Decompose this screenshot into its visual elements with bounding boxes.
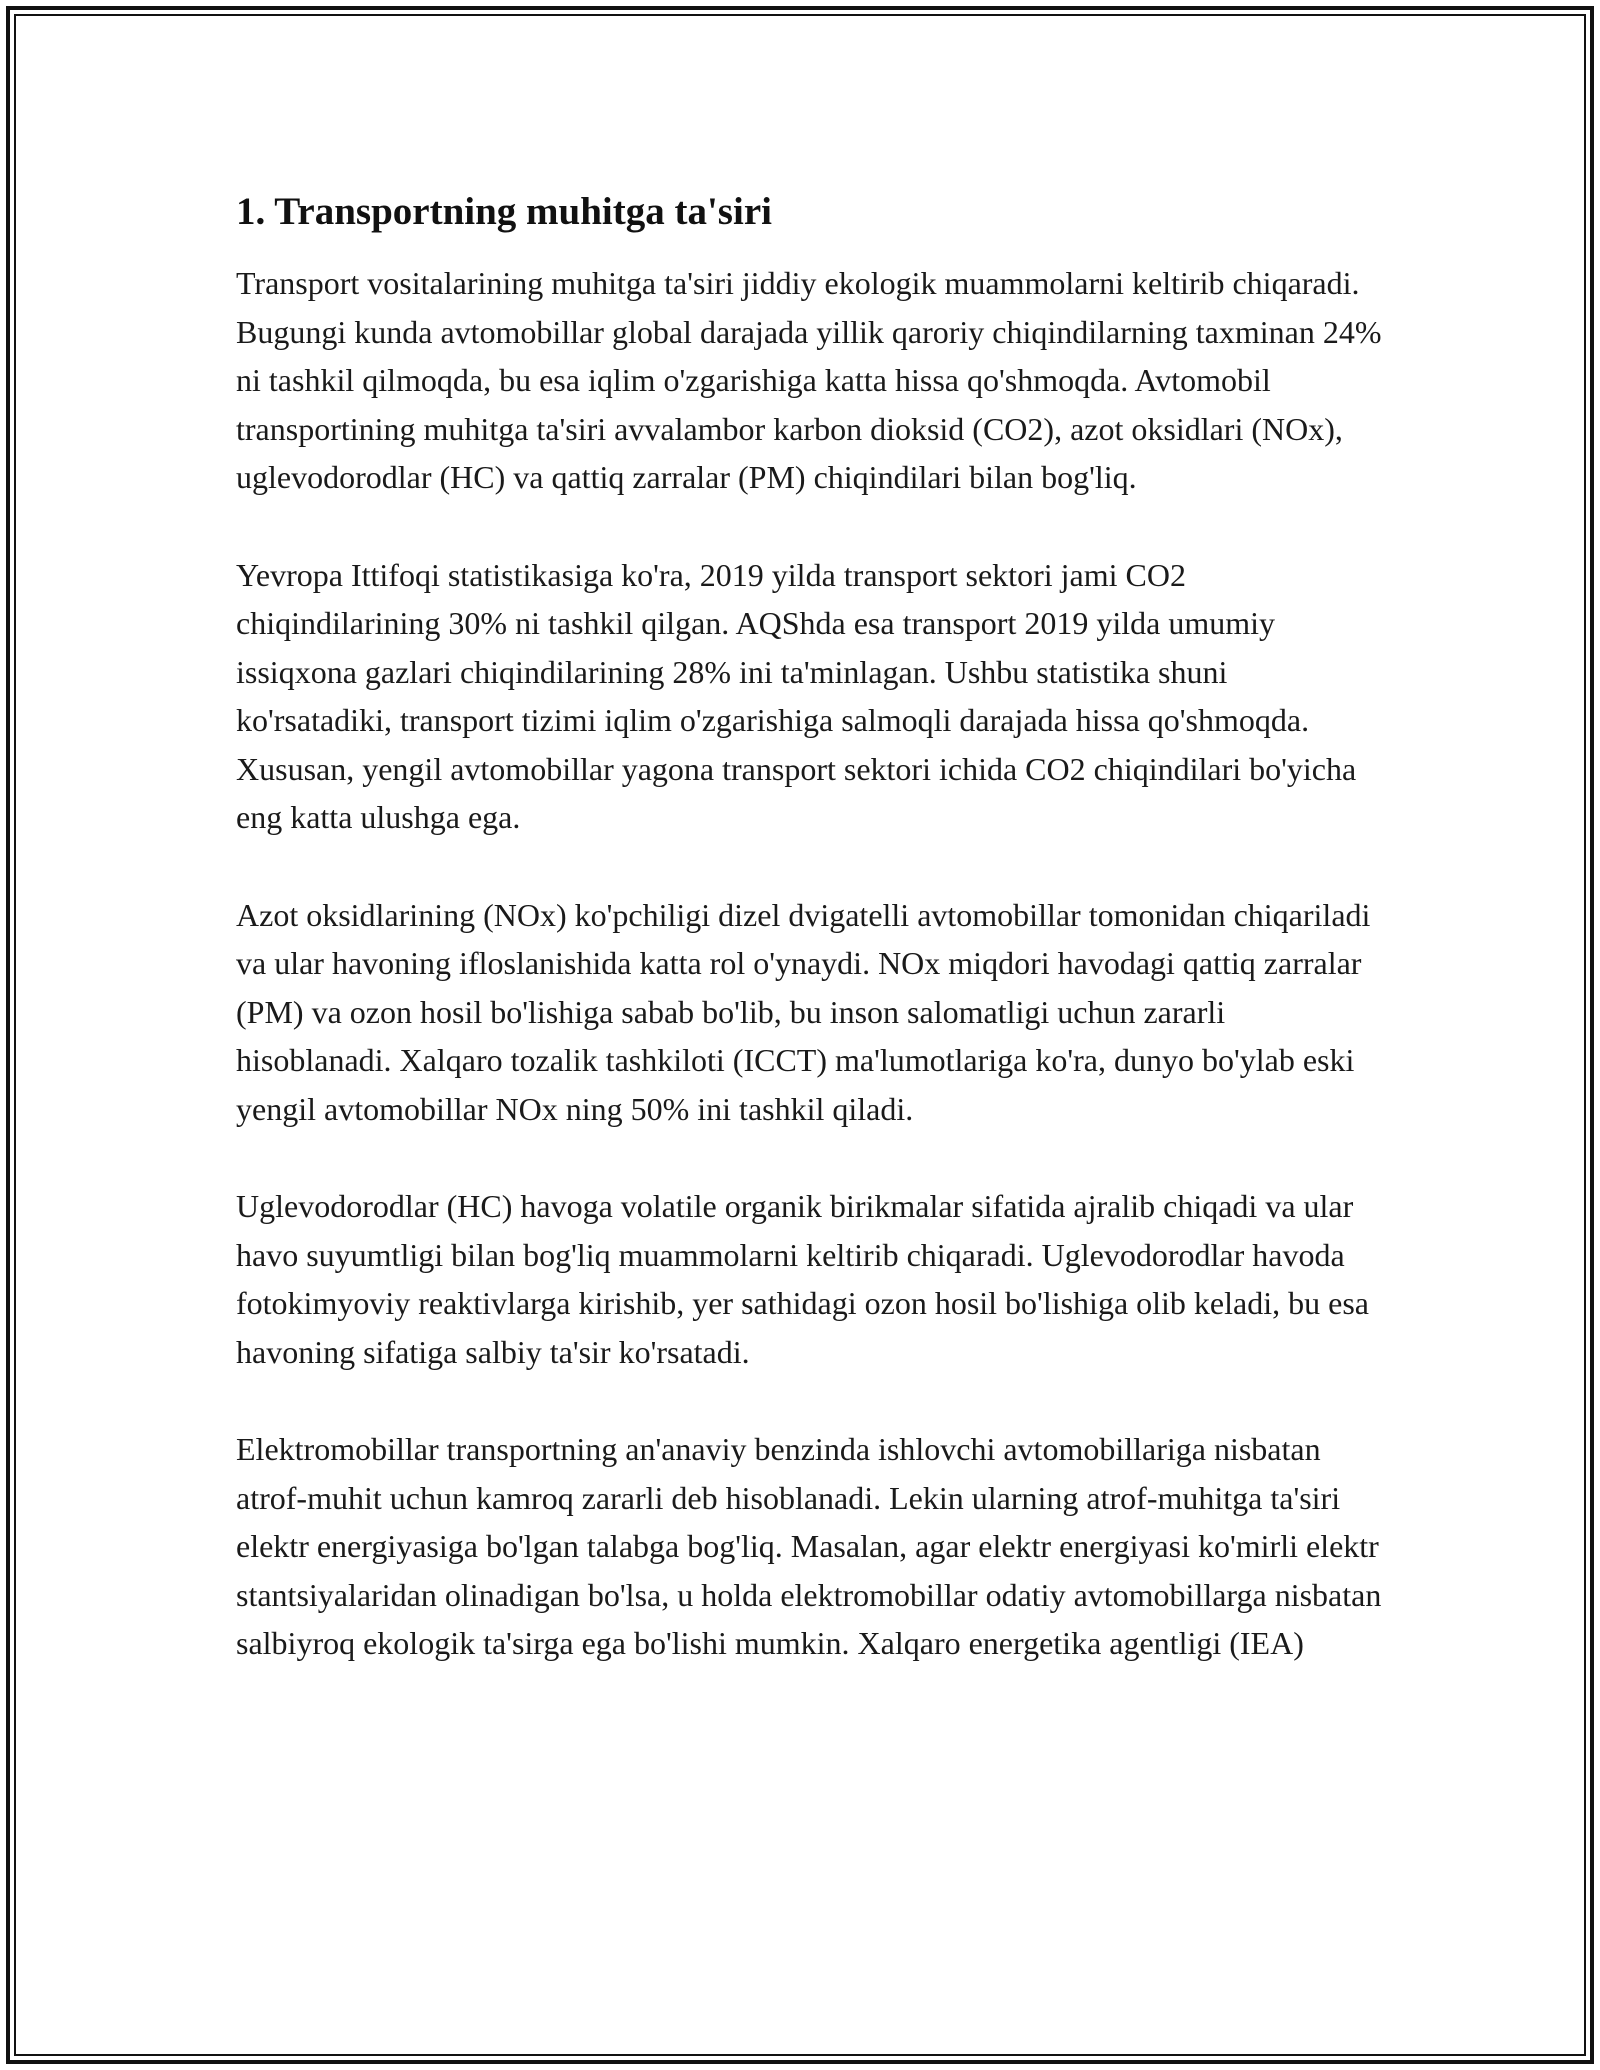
paragraph-5: Elektromobillar transportning an'anaviy benzinda ishlovchi avtomobillariga nisbatan atrof-muhit uchun kamroq zararli deb hisoblanadi. Lekin ularning atrof-muhitga ta'siri elektr energiyasiga bo'lgan talabga bog'liq. Masalan, agar elektr energiyasi ko'mirli elektr stantsiyalaridan olinadigan bo'lsa, u holda elektromobillar odatiy avtomobillarga nisbatan salbiyroq ekologik ta'sirga ega bo'lishi mumkin. Xalqaro energetika agentligi (IEA) [236, 1431, 1382, 1661]
document-body [236, 186, 1386, 1717]
paragraph-2: Yevropa Ittifoqi statistikasiga ko'ra, 2019 yilda transport sektori jami CO2 chiqindilarining 30% ni tashkil qilgan. AQShda esa transport 2019 yilda umumiy issiqxona gazlari chiqindilarining 28% ini ta'minlagan. Ushbu statistika shuni ko'rsatadiki, transport tizimi iqlim o'zgarishiga salmoqli darajada hissa qo'shmoqda. Xususan, yengil avtomobillar yagona transport sektori ichida CO2 chiqindilari bo'yicha eng katta ulushga ega. [236, 556, 1357, 835]
section-heading: 1. Transportning muhitga ta'siri [236, 190, 772, 233]
paragraph-1: Transport vositalarining muhitga ta'siri jiddiy ekologik muammolarni keltirib chiqaradi. Bugungi kunda avtomobillar global darajada yillik qaroriy chiqindilarning taxminan 24% ni tashkil qilmoqda, bu esa iqlim o'zgarishiga katta hissa qo'shmoqda. Avtomobil transportining muhitga ta'siri avvalambor karbon dioksid (CO2), azot oksidlari (NOx), uglevodorodlar (HC) va qattiq zarralar (PM) chiqindilari bilan bog'liq. [236, 265, 1382, 495]
paragraph-4: Uglevodorodlar (HC) havoga volatile organik birikmalar sifatida ajralib chiqadi va ular havo suyumtligi bilan bog'liq muammolarni keltirib chiqaradi. Uglevodorodlar havoda fotokimyoviy reaktivlarga kirishib, yer sathidagi ozon hosil bo'lishiga olib keladi, bu esa havoning sifatiga salbiy ta'sir ko'rsatadi. [236, 1188, 1369, 1370]
paragraph-3: Azot oksidlarining (NOx) ko'pchiligi dizel dvigatelli avtomobillar tomonidan chiqariladi va ular havoning ifloslanishida katta rol o'ynaydi. NOx miqdori havodagi qattiq zarralar (PM) va ozon hosil bo'lishiga sabab bo'lib, bu inson salomatligi uchun zararli hisoblanadi. Xalqaro tozalik tashkiloti (ICCT) ma'lumotlariga ko'ra, dunyo bo'ylab eski yengil avtomobillar NOx ning 50% ini tashkil qiladi. [236, 896, 1371, 1127]
